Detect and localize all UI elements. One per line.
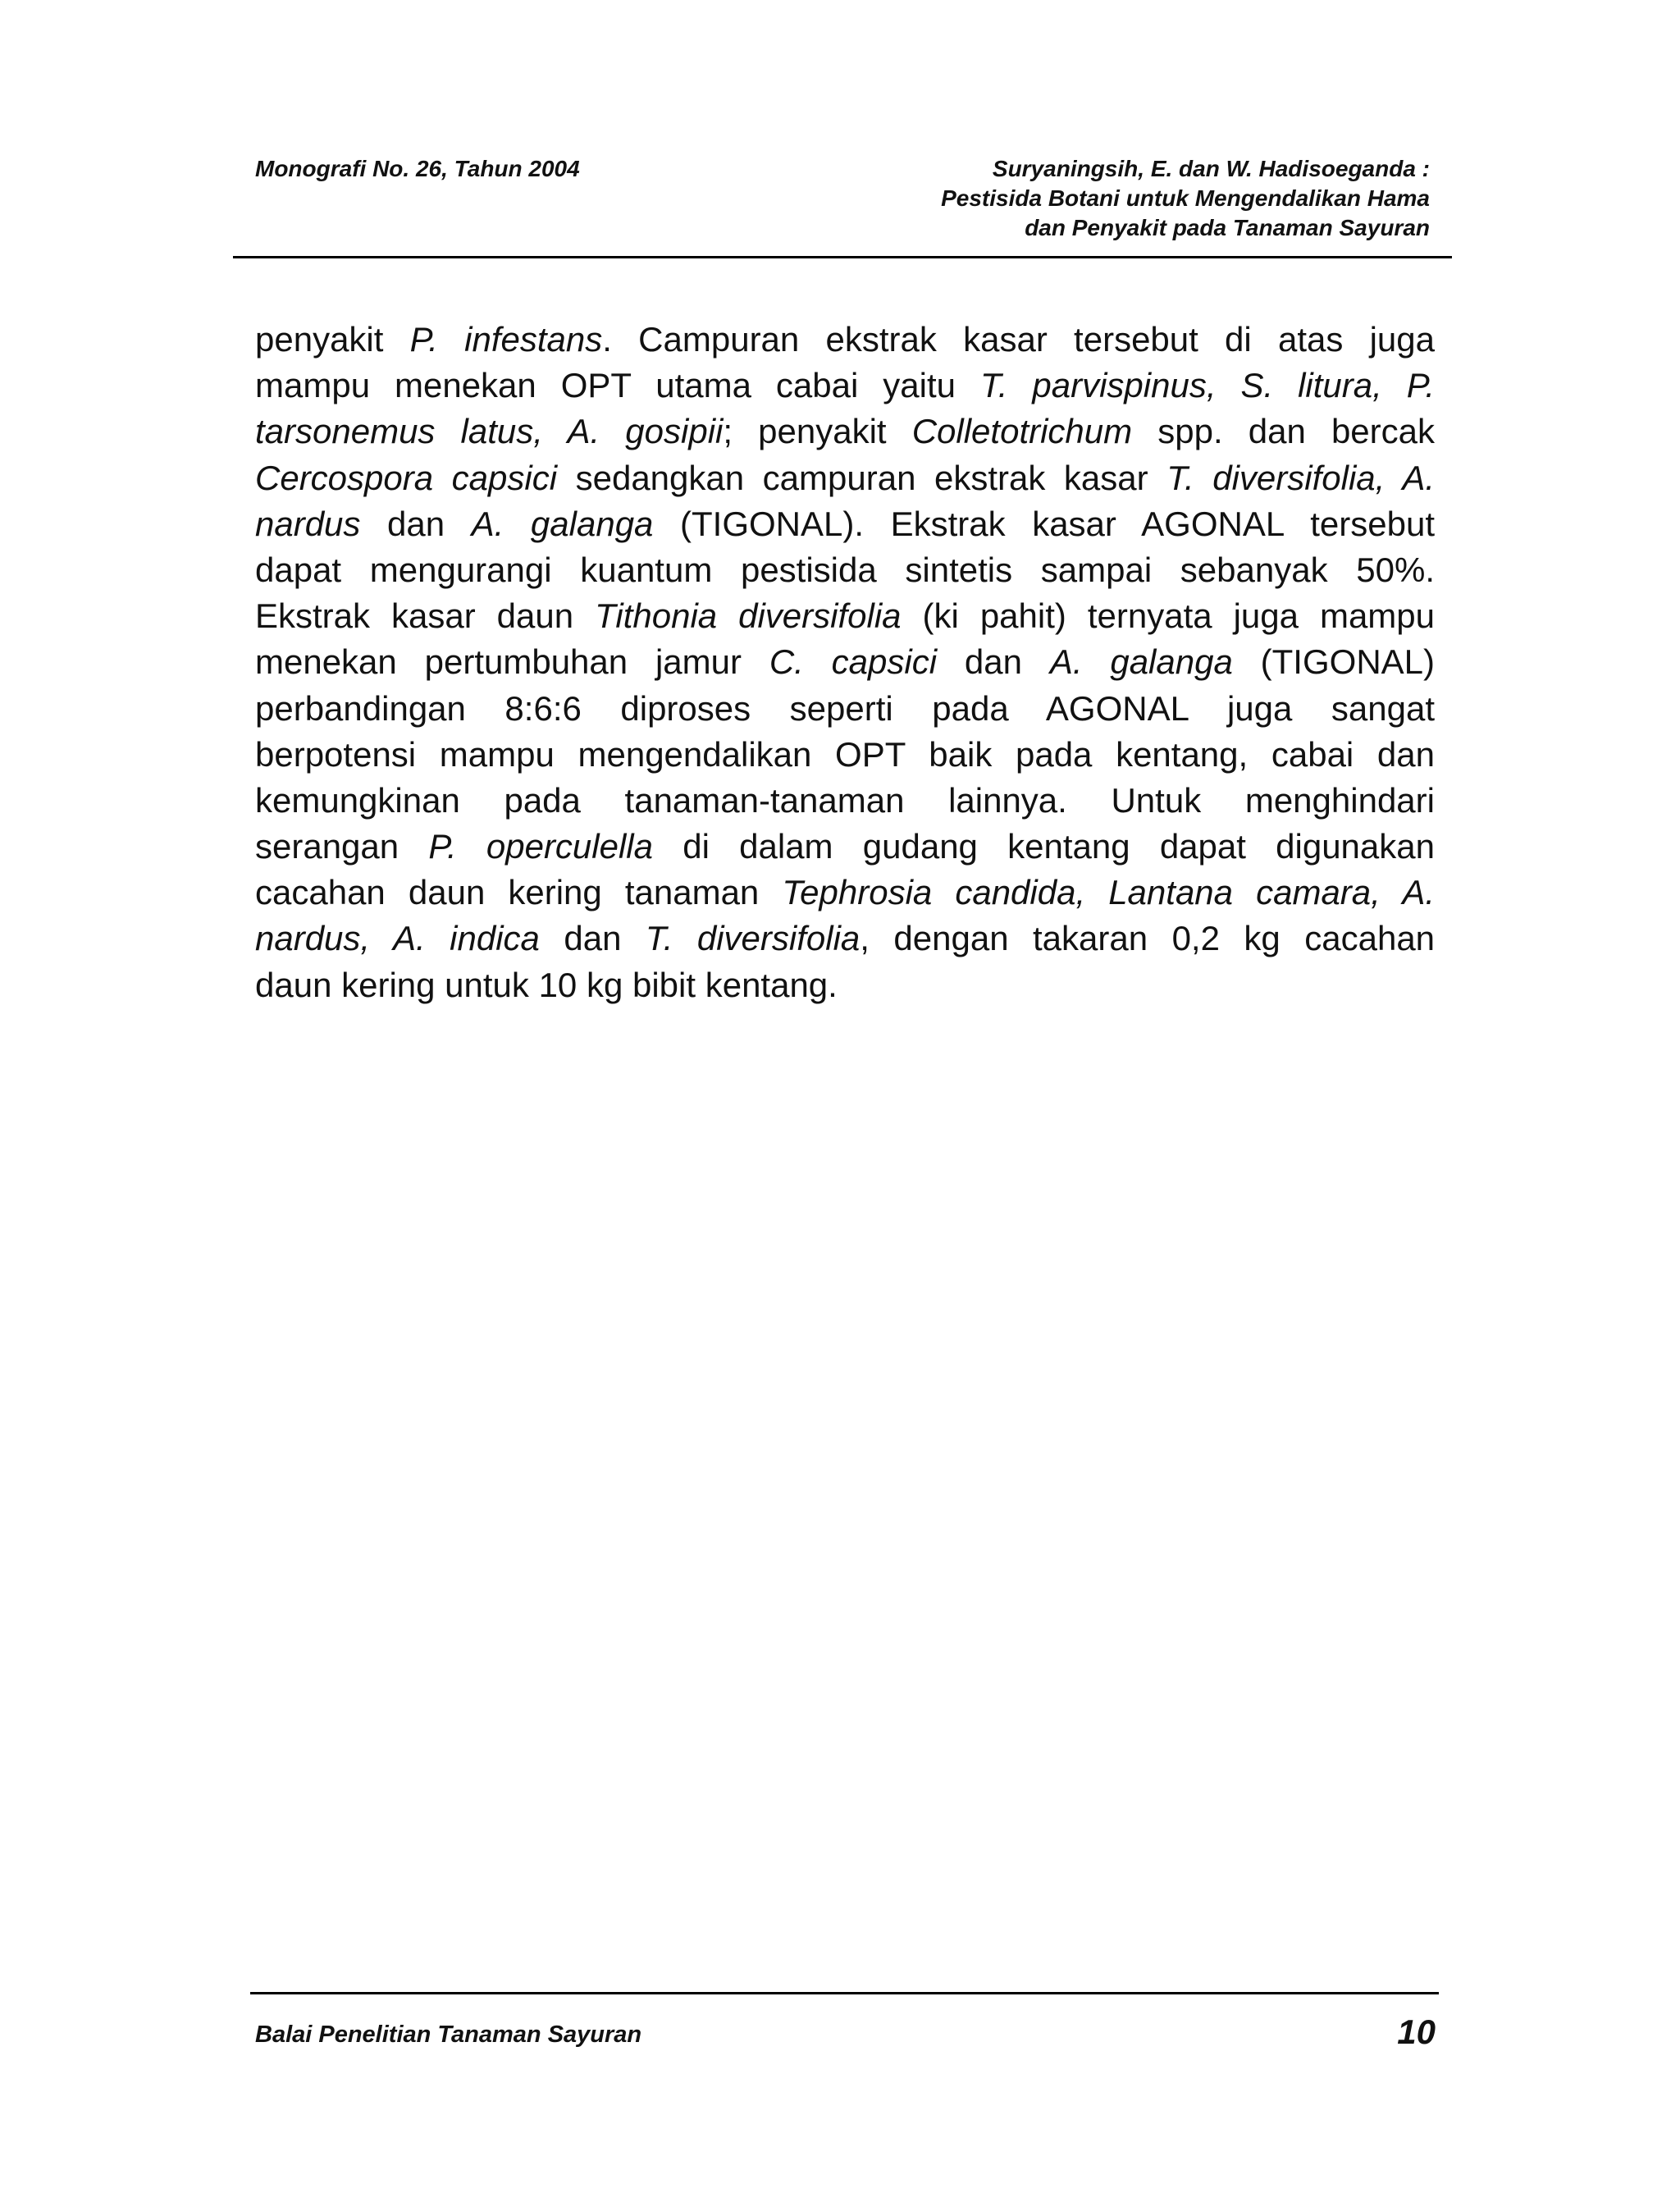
text-run: (ki pahit) ternyata juga mampu bbox=[901, 596, 1436, 636]
page-number: 10 bbox=[1397, 2012, 1436, 2051]
body-paragraph bbox=[255, 317, 1435, 1008]
text-run: ; penyakit bbox=[723, 412, 912, 451]
text-line bbox=[255, 686, 1435, 732]
italic-run: A. galanga bbox=[1049, 642, 1233, 682]
text-run: serangan bbox=[255, 827, 429, 866]
text-line bbox=[255, 870, 1435, 916]
header-publication-info: Monografi No. 26, Tahun 2004 bbox=[255, 156, 580, 181]
text-line bbox=[255, 455, 1435, 501]
italic-run: nardus bbox=[255, 504, 361, 543]
text-run: daun kering untuk 10 kg bibit kentang. bbox=[255, 965, 838, 1004]
text-run: (TIGONAL) bbox=[1232, 642, 1436, 682]
text-run: mampu menekan OPT utama cabai yaitu bbox=[255, 366, 980, 405]
text-run: dapat mengurangi kuantum pestisida sintetis sampai sebanyak 50%. bbox=[255, 550, 1435, 589]
header-title-block bbox=[692, 154, 1430, 243]
italic-run: T. diversifolia bbox=[645, 919, 861, 958]
italic-run: nardus, A. indica bbox=[255, 919, 540, 958]
italic-run: Colletotrichum bbox=[911, 412, 1133, 451]
text-line bbox=[255, 409, 1435, 455]
text-run: perbandingan 8:6:6 diproses seperti pada AGONAL juga sangat bbox=[255, 688, 1435, 728]
italic-run: A. galanga bbox=[471, 504, 654, 543]
italic-run: P. infestans bbox=[409, 320, 603, 359]
text-run: , dengan takaran 0,2 kg cacahan bbox=[860, 919, 1436, 958]
text-line bbox=[255, 317, 1435, 363]
text-line bbox=[255, 593, 1435, 639]
italic-run: P. operculella bbox=[428, 827, 653, 866]
italic-run: Tithonia diversifolia bbox=[595, 596, 902, 636]
text-line bbox=[255, 363, 1435, 409]
text-run: berpotensi mampu mengendalikan OPT baik pada kentang, cabai dan bbox=[255, 734, 1435, 774]
text-run: penyakit bbox=[255, 320, 410, 359]
footer-institution: Balai Penelitian Tanaman Sayuran bbox=[255, 2022, 642, 2048]
text-run: sedangkan campuran ekstrak kasar bbox=[557, 458, 1167, 497]
text-run: Ekstrak kasar daun bbox=[255, 596, 596, 636]
text-line bbox=[255, 639, 1435, 685]
header-title-line-1: Pestisida Botani untuk Mengendalikan Hama bbox=[941, 185, 1430, 211]
text-run: dan bbox=[937, 642, 1050, 682]
text-line bbox=[255, 732, 1435, 778]
header-divider bbox=[233, 256, 1452, 258]
text-run: kemungkinan pada tanaman-tanaman lainnya. Untuk menghindari bbox=[255, 780, 1435, 820]
text-run: spp. dan bercak bbox=[1132, 412, 1436, 451]
italic-run: C. capsici bbox=[769, 642, 938, 682]
italic-run: Tephrosia candida, Lantana camara, A. bbox=[782, 873, 1436, 912]
italic-run: T. parvispinus, S. litura, P. bbox=[979, 366, 1436, 405]
text-run: menekan pertumbuhan jamur bbox=[255, 642, 769, 682]
italic-run: Cercospora capsici bbox=[255, 458, 558, 497]
footer-divider bbox=[250, 1992, 1439, 1994]
italic-run: T. diversifolia, A. bbox=[1166, 458, 1435, 497]
text-run: cacahan daun kering tanaman bbox=[255, 873, 783, 912]
header-title-line-2: dan Penyakit pada Tanaman Sayuran bbox=[1025, 215, 1430, 240]
text-line bbox=[255, 501, 1435, 547]
text-line bbox=[255, 916, 1435, 962]
text-run: (TIGONAL). Ekstrak kasar AGONAL tersebut bbox=[653, 504, 1436, 543]
text-line bbox=[255, 824, 1435, 870]
text-run: dan bbox=[360, 504, 472, 543]
header-authors: Suryaningsih, E. dan W. Hadisoeganda : bbox=[992, 156, 1430, 181]
text-run: . Campuran ekstrak kasar tersebut di atas juga bbox=[602, 320, 1435, 359]
italic-run: tarsonemus latus, A. gosipii bbox=[255, 412, 724, 451]
text-run: di dalam gudang kentang dapat digunakan bbox=[653, 827, 1435, 866]
text-run: dan bbox=[539, 919, 646, 958]
text-line bbox=[255, 547, 1435, 593]
text-line bbox=[255, 962, 1435, 1008]
text-line bbox=[255, 778, 1435, 824]
